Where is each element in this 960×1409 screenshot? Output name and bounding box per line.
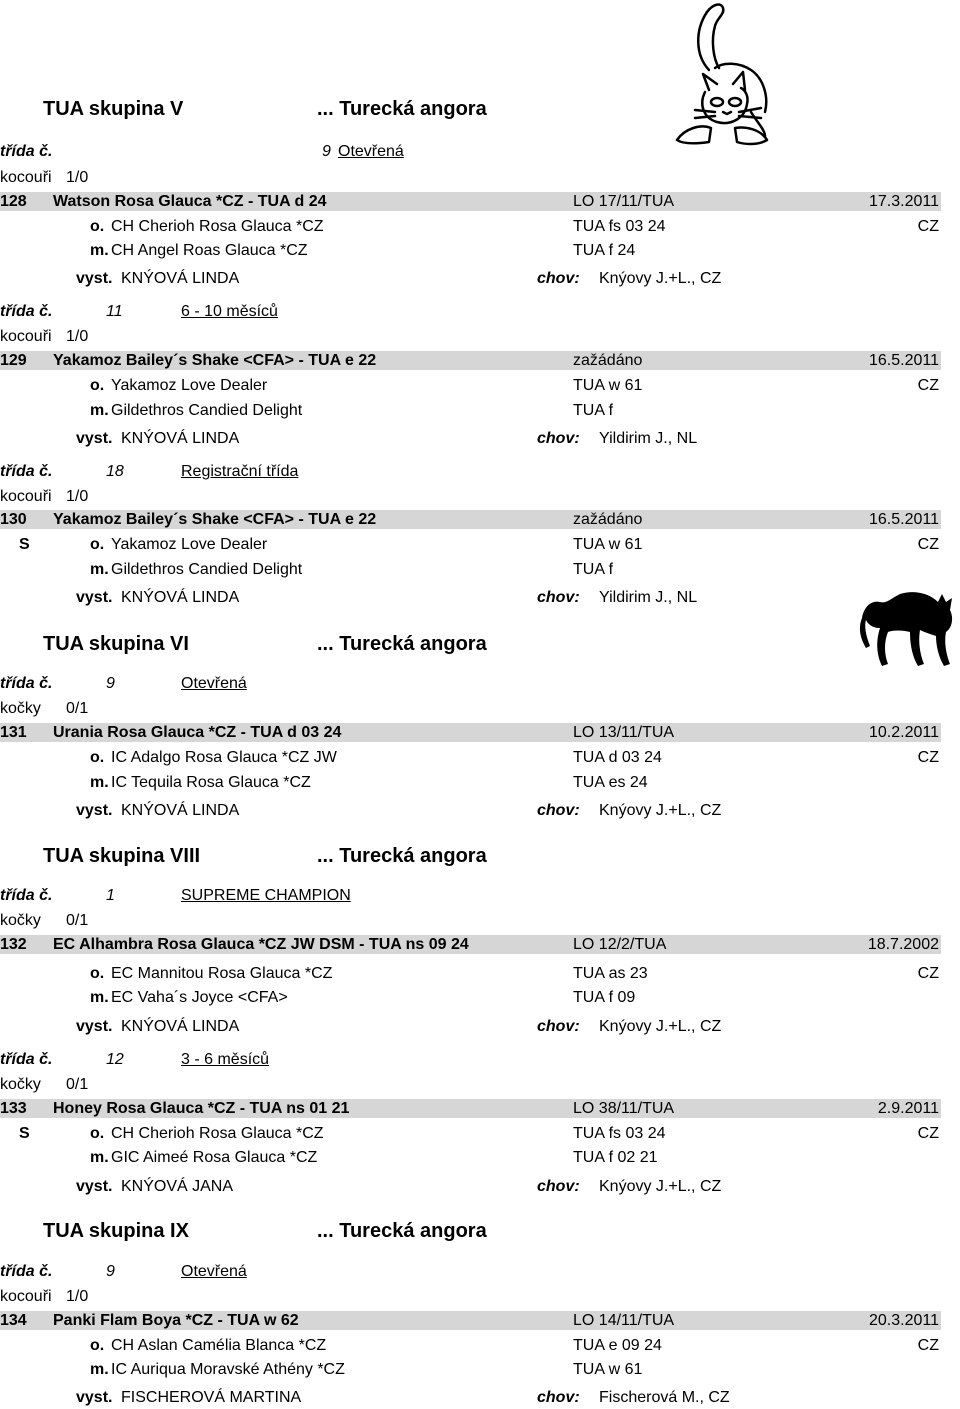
sex-label: kočky	[0, 1076, 41, 1093]
entry-cat-name: Yakamoz Bailey´s Shake <CFA> - TUA e 22	[53, 511, 377, 528]
entry-birthdate: 17.3.2011	[869, 193, 939, 210]
breeder-name: Knýovy J.+L., CZ	[599, 802, 722, 819]
class-name: Registrační třída	[181, 463, 299, 480]
breed-title: ... Turecká angora	[317, 1220, 487, 1242]
class-label: třída č.	[0, 303, 53, 320]
group-title: TUA skupina VI	[43, 633, 189, 655]
arched-black-cat-illustration	[858, 588, 958, 670]
group-title: TUA skupina VIII	[43, 845, 201, 867]
mother-ems: TUA f 09	[573, 989, 636, 1006]
sex-count: 1/0	[66, 1288, 89, 1305]
entry-registration: zažádáno	[573, 352, 643, 369]
father-country: CZ	[917, 965, 939, 982]
exhibitor-label: vyst.	[76, 1018, 113, 1035]
class-name: SUPREME CHAMPION	[181, 887, 351, 904]
father-ems: TUA as 23	[573, 965, 648, 982]
entry-birthdate: 16.5.2011	[869, 511, 939, 528]
sitting-cat-illustration	[665, 0, 780, 150]
s-marker: S	[19, 1125, 30, 1142]
father-name: EC Mannitou Rosa Glauca *CZ	[111, 965, 333, 982]
entry-number: 130	[0, 511, 27, 528]
class-name: Otevřená	[338, 143, 404, 160]
class-label: třída č.	[0, 143, 53, 160]
class-label: třída č.	[0, 887, 53, 904]
breeder-label: chov:	[537, 1389, 580, 1406]
mother-ems: TUA w 61	[573, 1361, 643, 1378]
entry-registration: LO 38/11/TUA	[573, 1100, 675, 1117]
breeder-label: chov:	[537, 802, 580, 819]
group-title: TUA skupina V	[43, 98, 184, 120]
entry-birthdate: 18.7.2002	[867, 936, 939, 953]
entry-registration: LO 14/11/TUA	[573, 1312, 675, 1329]
father-label: o.	[90, 965, 105, 982]
father-label: o.	[90, 749, 105, 766]
mother-ems: TUA f 02 21	[573, 1149, 658, 1166]
group-title: TUA skupina IX	[43, 1220, 189, 1242]
sex-count: 0/1	[66, 700, 89, 717]
sex-count: 1/0	[66, 488, 89, 505]
breeder-name: Knýovy J.+L., CZ	[599, 1178, 722, 1195]
breeder-name: Fischerová M., CZ	[599, 1389, 730, 1406]
exhibitor-label: vyst.	[76, 1178, 113, 1195]
father-label: o.	[90, 536, 105, 553]
class-label: třída č.	[0, 1263, 53, 1280]
breed-title: ... Turecká angora	[317, 845, 487, 867]
father-name: Yakamoz Love Dealer	[111, 536, 268, 553]
sex-count: 0/1	[66, 912, 89, 929]
entry-number: 134	[0, 1312, 27, 1329]
exhibitor-label: vyst.	[76, 270, 113, 287]
breeder-label: chov:	[537, 1018, 580, 1035]
mother-label: m.	[90, 774, 109, 791]
entry-number: 128	[0, 193, 27, 210]
entry-registration: LO 17/11/TUA	[573, 193, 675, 210]
mother-ems: TUA es 24	[573, 774, 648, 791]
father-label: o.	[90, 1337, 105, 1354]
entry-number: 133	[0, 1100, 27, 1117]
entry-cat-name: EC Alhambra Rosa Glauca *CZ JW DSM - TUA ns 09 24	[53, 936, 469, 953]
mother-ems: TUA f 24	[573, 242, 636, 259]
father-ems: TUA w 61	[573, 377, 643, 394]
sex-label: kocouři	[0, 169, 52, 186]
exhibitor-name: KNÝOVÁ LINDA	[121, 589, 240, 606]
mother-name: GIC Aimeé Rosa Glauca *CZ	[111, 1149, 318, 1166]
class-name: Otevřená	[181, 1263, 247, 1280]
father-ems: TUA e 09 24	[573, 1337, 662, 1354]
entry-cat-name: Honey Rosa Glauca *CZ - TUA ns 01 21	[53, 1100, 350, 1117]
entry-cat-name: Urania Rosa Glauca *CZ - TUA d 03 24	[53, 724, 342, 741]
exhibitor-name: KNÝOVÁ LINDA	[121, 430, 240, 447]
mother-name: Gildethros Candied Delight	[111, 402, 303, 419]
father-country: CZ	[917, 536, 939, 553]
father-label: o.	[90, 1125, 105, 1142]
class-number: 12	[106, 1051, 124, 1068]
breed-title: ... Turecká angora	[317, 98, 487, 120]
father-country: CZ	[917, 749, 939, 766]
father-name: CH Cherioh Rosa Glauca *CZ	[111, 1125, 324, 1142]
exhibitor-label: vyst.	[76, 1389, 113, 1406]
sex-label: kocouři	[0, 1288, 52, 1305]
class-label: třída č.	[0, 463, 53, 480]
father-ems: TUA d 03 24	[573, 749, 662, 766]
father-country: CZ	[917, 1125, 939, 1142]
entry-birthdate: 20.3.2011	[869, 1312, 939, 1329]
sex-label: kočky	[0, 700, 41, 717]
exhibitor-name: KNÝOVÁ LINDA	[121, 270, 240, 287]
entry-number: 132	[0, 936, 27, 953]
father-country: CZ	[917, 1337, 939, 1354]
class-name: 3 - 6 měsíců	[181, 1051, 270, 1068]
entry-cat-name: Yakamoz Bailey´s Shake <CFA> - TUA e 22	[53, 352, 377, 369]
exhibitor-label: vyst.	[76, 589, 113, 606]
class-label: třída č.	[0, 675, 53, 692]
class-number: 9	[106, 1263, 115, 1280]
class-number: 11	[106, 303, 123, 320]
mother-name: IC Tequila Rosa Glauca *CZ	[111, 774, 311, 791]
father-ems: TUA fs 03 24	[573, 218, 666, 235]
father-country: CZ	[917, 377, 939, 394]
entry-registration: LO 13/11/TUA	[573, 724, 675, 741]
father-name: CH Cherioh Rosa Glauca *CZ	[111, 218, 324, 235]
father-ems: TUA w 61	[573, 536, 643, 553]
breeder-name: Yildirim J., NL	[599, 430, 698, 447]
breeder-label: chov:	[537, 270, 580, 287]
class-label: třída č.	[0, 1051, 53, 1068]
exhibitor-name: KNÝOVÁ JANA	[121, 1178, 234, 1195]
mother-ems: TUA f	[573, 402, 614, 419]
entry-registration: LO 12/2/TUA	[573, 936, 667, 953]
mother-name: EC Vaha´s Joyce <CFA>	[111, 989, 288, 1006]
class-number: 9	[106, 675, 115, 692]
class-number: 18	[106, 463, 124, 480]
mother-ems: TUA f	[573, 561, 614, 578]
class-name: 6 - 10 měsíců	[181, 303, 278, 320]
mother-name: CH Angel Roas Glauca *CZ	[111, 242, 308, 259]
entry-cat-name: Watson Rosa Glauca *CZ - TUA d 24	[53, 193, 327, 210]
entry-number: 131	[0, 724, 27, 741]
mother-name: IC Auriqua Moravské Athény *CZ	[111, 1361, 345, 1378]
mother-label: m.	[90, 1149, 109, 1166]
mother-name: Gildethros Candied Delight	[111, 561, 303, 578]
exhibitor-name: KNÝOVÁ LINDA	[121, 1018, 240, 1035]
exhibitor-name: KNÝOVÁ LINDA	[121, 802, 240, 819]
mother-label: m.	[90, 1361, 109, 1378]
father-country: CZ	[917, 218, 939, 235]
sex-label: kočky	[0, 912, 41, 929]
exhibitor-label: vyst.	[76, 802, 113, 819]
sex-label: kocouři	[0, 488, 52, 505]
sex-label: kocouři	[0, 328, 52, 345]
father-name: Yakamoz Love Dealer	[111, 377, 268, 394]
breed-title: ... Turecká angora	[317, 633, 487, 655]
class-name: Otevřená	[181, 675, 247, 692]
exhibitor-label: vyst.	[76, 430, 113, 447]
father-name: IC Adalgo Rosa Glauca *CZ JW	[111, 749, 337, 766]
father-name: CH Aslan Camélia Blanca *CZ	[111, 1337, 327, 1354]
sex-count: 1/0	[66, 328, 89, 345]
mother-label: m.	[90, 242, 109, 259]
mother-label: m.	[90, 561, 109, 578]
breeder-label: chov:	[537, 430, 580, 447]
class-number: 1	[106, 887, 115, 904]
class-number: 9	[322, 143, 331, 160]
father-ems: TUA fs 03 24	[573, 1125, 666, 1142]
entry-birthdate: 10.2.2011	[869, 724, 939, 741]
father-label: o.	[90, 377, 105, 394]
s-marker: S	[19, 536, 30, 553]
breeder-label: chov:	[537, 589, 580, 606]
breeder-name: Yildirim J., NL	[599, 589, 698, 606]
breeder-label: chov:	[537, 1178, 580, 1195]
breeder-name: Knýovy J.+L., CZ	[599, 270, 722, 287]
entry-number: 129	[0, 352, 27, 369]
entry-birthdate: 2.9.2011	[877, 1100, 939, 1117]
mother-label: m.	[90, 989, 109, 1006]
mother-label: m.	[90, 402, 109, 419]
breeder-name: Knýovy J.+L., CZ	[599, 1018, 722, 1035]
sex-count: 1/0	[66, 169, 89, 186]
entry-birthdate: 16.5.2011	[869, 352, 939, 369]
entry-registration: zažádáno	[573, 511, 643, 528]
entry-cat-name: Panki Flam Boya *CZ - TUA w 62	[53, 1312, 299, 1329]
exhibitor-name: FISCHEROVÁ MARTINA	[121, 1389, 302, 1406]
father-label: o.	[90, 218, 105, 235]
sex-count: 0/1	[66, 1076, 89, 1093]
